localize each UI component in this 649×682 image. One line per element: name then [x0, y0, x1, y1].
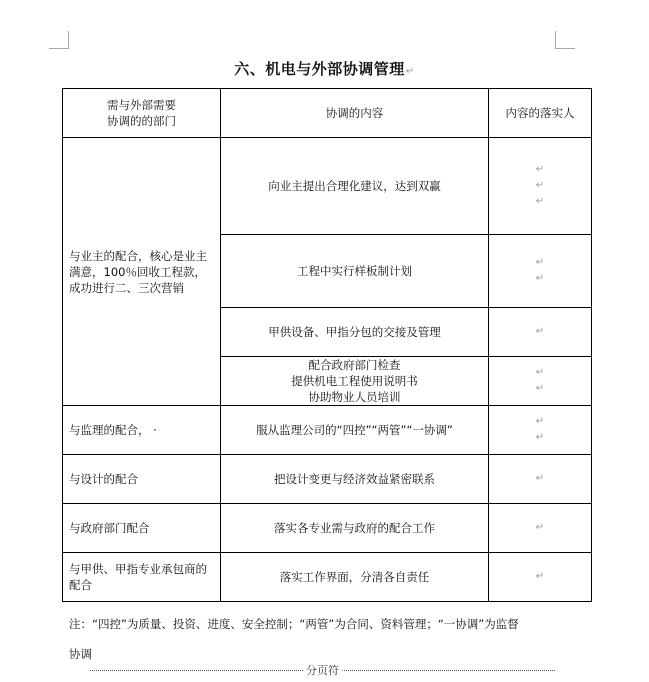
paragraph-mark-icon: ↵ — [535, 326, 545, 337]
table-row — [63, 455, 592, 504]
content-cell — [221, 553, 489, 602]
dept-cell — [63, 553, 221, 602]
content-text: 向业主提出合理化建议，达到双赢 — [268, 179, 441, 193]
content-cell — [221, 357, 489, 406]
paragraph-mark-icon: ↵ — [535, 196, 545, 207]
owner-cell — [489, 406, 592, 455]
content-cell — [221, 138, 489, 235]
content-text: 工程中实行样板制计划 — [297, 264, 412, 278]
header-dept-line: 需与外部需要 — [107, 98, 176, 112]
paragraph-mark-icon: ↵ — [535, 473, 545, 484]
content-text: 服从监理公司的“四控”“两管”“一协调” — [256, 423, 453, 437]
header-dept-cell — [63, 89, 221, 138]
header-dept-line: 协调的的部门 — [107, 114, 176, 128]
content-text: 甲供设备、甲指分包的交接及管理 — [268, 325, 441, 339]
dept-cell — [63, 406, 221, 455]
paragraph-mark-icon: ↵ — [535, 383, 545, 394]
dept-text: 与政府部门配合 — [69, 521, 150, 535]
coordination-table — [62, 88, 592, 602]
content-cell — [221, 308, 489, 357]
owner-cell — [489, 504, 592, 553]
owner-cell — [489, 553, 592, 602]
owner-cell — [489, 138, 592, 235]
page-corner-mark-top-left — [49, 31, 69, 49]
paragraph-mark-icon: ↵ — [535, 432, 545, 443]
content-text: 落实工作界面，分清各自责任 — [279, 570, 430, 584]
owner-dept-line: 与业主的配合，核心是业主 — [69, 248, 207, 263]
owner-cell — [489, 308, 592, 357]
document-title — [0, 58, 649, 79]
dept-cell — [63, 455, 221, 504]
paragraph-mark-icon: ↵ — [535, 367, 545, 378]
note-line: 注：“四控”为质量、投资、进度、安全控制；“两管”为合同、资料管理；“一协调”为监督 — [69, 617, 519, 631]
content-text: 协助物业人员培训 — [308, 390, 401, 404]
dept-text: 与设计的配合 — [69, 472, 138, 486]
owner-cell — [489, 357, 592, 406]
header-content-label: 协调的内容 — [325, 106, 384, 120]
content-text: 把设计变更与经济效益紧密联系 — [274, 472, 435, 486]
page-break-label: 分页符 — [303, 662, 342, 678]
paragraph-mark-icon: ↵ — [535, 416, 545, 427]
paragraph-mark-icon: ↵ — [535, 164, 545, 175]
title-text: 六、机电与外部协调管理 — [234, 60, 405, 78]
page-corner-mark-top-right — [555, 31, 575, 49]
paragraph-mark-icon: ↵ — [535, 273, 545, 284]
table-row — [63, 504, 592, 553]
table-row — [63, 406, 592, 455]
paragraph-mark-icon: ↵ — [535, 522, 545, 533]
owner-dept-line: 满意，100％回收工程款， — [69, 264, 206, 279]
content-cell — [221, 455, 489, 504]
owner-cell — [489, 455, 592, 504]
table-row — [63, 553, 592, 602]
content-cell — [221, 406, 489, 455]
paragraph-mark-icon: ↵ — [405, 66, 415, 77]
dept-text: 与监理的配合， · — [69, 423, 157, 437]
table-row — [63, 138, 592, 235]
paragraph-mark-icon: ↵ — [535, 257, 545, 268]
note-line: 协调 — [69, 647, 92, 661]
content-text: 提供机电工程使用说明书 — [291, 374, 418, 388]
content-text: 配合政府部门检查 — [308, 358, 401, 372]
header-owner-cell — [489, 89, 592, 138]
header-owner-label: 内容的落实人 — [505, 106, 575, 120]
header-content-cell — [221, 89, 489, 138]
owner-cell — [489, 235, 592, 308]
content-cell — [221, 235, 489, 308]
owner-dept-cell — [63, 138, 221, 406]
content-cell — [221, 504, 489, 553]
dept-cell — [63, 504, 221, 553]
page-break-marker — [90, 662, 555, 676]
table-note — [69, 609, 569, 669]
paragraph-mark-icon: ↵ — [535, 180, 545, 191]
owner-dept-line: 成功进行二、三次营销 — [69, 280, 184, 295]
paragraph-mark-icon: ↵ — [535, 571, 545, 582]
content-text: 落实各专业需与政府的配合工作 — [274, 521, 435, 535]
dept-text: 与甲供、甲指专业承包商的配合 — [69, 562, 207, 592]
table-header-row — [63, 89, 592, 138]
